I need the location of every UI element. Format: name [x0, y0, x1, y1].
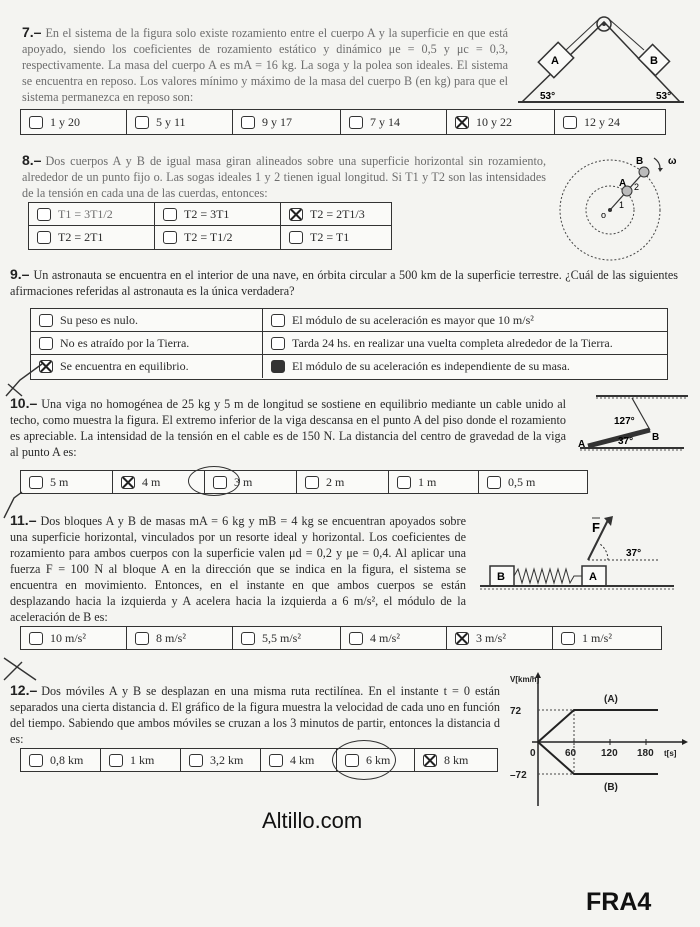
- q10-option[interactable]: 0,5 m: [479, 471, 585, 493]
- q8-options: [28, 202, 392, 250]
- question-text: Dos móviles A y B se desplazan en una misma ruta rectilínea. En el instante t = 0 están separados una cierta distancia d. El gráfico de la figura muestra la velocidad de cada uno en función del tiempo. Sabiendo que ambos móviles se cruzan a los 3 minutos de partir, entonces la distancia d es:: [10, 684, 500, 746]
- x-axis-arrow: [682, 739, 688, 745]
- q8-option[interactable]: T2 = 3T1: [155, 203, 281, 225]
- checkbox[interactable]: [37, 231, 51, 244]
- checkbox[interactable]: [271, 314, 285, 327]
- q7-option[interactable]: 7 y 14: [341, 110, 447, 134]
- checkbox[interactable]: [561, 632, 575, 645]
- q10-option[interactable]: 2 m: [297, 471, 389, 493]
- question-number: 9.–: [10, 266, 30, 282]
- checkbox[interactable]: [563, 116, 577, 129]
- velocity-time-chart: [508, 672, 688, 808]
- q8-option[interactable]: T1 = 3T1/2: [29, 203, 155, 225]
- checkbox[interactable]: [487, 476, 501, 489]
- angle-37-label: 37°: [626, 548, 642, 559]
- checked-checkbox[interactable]: [423, 754, 437, 767]
- angle-left-label: 53°: [540, 91, 556, 102]
- x-tick-label: 120: [601, 748, 618, 759]
- y-tick-label: 72: [510, 706, 522, 717]
- rope-1-label: 1: [619, 200, 625, 210]
- checkbox[interactable]: [305, 476, 319, 489]
- block-a-label: A: [551, 55, 559, 67]
- q10-option[interactable]: 3 m: [205, 471, 297, 493]
- question-text: Una viga no homogénea de 25 kg y 5 m de longitud se sostiene en equilibrio mediante un cable unido al techo, como muestra la figura. El extremo inferior de la viga descansa en el punto A del piso donde el rozamiento es apreciable. La intensidad de la tensión en el cable es de 150 N. La distancia del centro de gravedad de la viga al punto A es:: [10, 397, 566, 459]
- q9-option-crossed[interactable]: Se encuentra en equilibrio.: [31, 355, 263, 378]
- checkbox[interactable]: [397, 476, 411, 489]
- checkbox[interactable]: [163, 231, 177, 244]
- q7-option[interactable]: 9 y 17: [233, 110, 341, 134]
- series-label-b: (B): [604, 782, 618, 793]
- q11-option[interactable]: 1 m/s²: [553, 627, 659, 649]
- q10-option[interactable]: 5 m: [21, 471, 113, 493]
- q9-options: [30, 308, 668, 380]
- q10-options: [20, 470, 588, 494]
- pen-circle-mark: [188, 466, 240, 496]
- checked-checkbox[interactable]: [121, 476, 135, 489]
- q11-option[interactable]: 10 m/s²: [21, 627, 127, 649]
- filled-checkbox[interactable]: [271, 360, 285, 373]
- rotating-masses-figure: [550, 148, 688, 268]
- beam-cable-figure: [566, 392, 690, 454]
- q8-option-selected[interactable]: T2 = 2T1/3: [281, 203, 389, 225]
- exam-code: FRA4: [586, 888, 652, 916]
- y-axis-label: V[km/h]: [510, 675, 540, 684]
- checkbox[interactable]: [29, 116, 43, 129]
- question-number: 10.–: [10, 395, 38, 411]
- rope-2-label: 2: [634, 182, 640, 192]
- block-b-label: B: [497, 571, 505, 583]
- question-11: [10, 512, 466, 625]
- question-text: Dos bloques A y B de masas mA = 6 kg y mB = 4 kg se encuentran apoyados sobre una superficie horizontal, vinculados por un resorte ideal y horizontal. Los coeficientes de rozamiento para ambos cuerpos con la superficie valen μd = 0,2 y μe = 0,4. Al aplicar una fuerza F = 100 N al bloque A en la dirección que se indica en la figura, el sistema se encuentra en movimiento. Entonces, en el instante en que ambos cuerpos se están desplazando hacia la izquierda y A acelera hacia la izquierda a 6 m/s², el módulo de la aceleración de B es:: [10, 514, 466, 624]
- question-number: 7.–: [22, 24, 42, 40]
- checked-checkbox[interactable]: [455, 116, 469, 129]
- omega-label: ω: [668, 156, 677, 167]
- mass-a-label: A: [619, 178, 627, 189]
- q9-option-marked[interactable]: El módulo de su aceleración es independiente de su masa.: [263, 355, 665, 378]
- checkbox[interactable]: [163, 208, 177, 221]
- point-a-label: A: [578, 439, 586, 450]
- incline-pulley-figure: [518, 16, 684, 106]
- q10-option[interactable]: 1 m: [389, 471, 479, 493]
- q9-option[interactable]: El módulo de su aceleración es mayor que 10 m/s²: [263, 309, 665, 331]
- x-tick-label: 60: [565, 748, 577, 759]
- q11-option[interactable]: 8 m/s²: [127, 627, 233, 649]
- q7-option[interactable]: 12 y 24: [555, 110, 663, 134]
- checkbox[interactable]: [109, 754, 123, 767]
- q12-options: [20, 748, 498, 772]
- checkbox[interactable]: [39, 314, 53, 327]
- checkbox[interactable]: [135, 116, 149, 129]
- angle-37-label: 37°: [618, 436, 634, 447]
- question-10: [10, 395, 566, 460]
- site-watermark: Altillo.com: [262, 808, 363, 833]
- question-9: [10, 266, 678, 299]
- checkbox[interactable]: [241, 632, 255, 645]
- q11-options: [20, 626, 662, 650]
- q8-option[interactable]: T2 = 2T1: [29, 226, 155, 249]
- q12-option[interactable]: 3,2 km: [181, 749, 261, 771]
- question-text: Dos cuerpos A y B de igual masa giran alineados sobre una superficie horizontal sin rozamiento, alrededor de un punto fijo o. Las sogas ideales 1 y 2 tienen igual longitud. Si T1 y T2 son las intensidades de la tensión en cada una de las cuerdas, entonces:: [22, 154, 546, 200]
- question-8: [22, 152, 546, 201]
- block-b-label: B: [650, 55, 658, 67]
- checkbox[interactable]: [29, 632, 43, 645]
- checkbox[interactable]: [135, 632, 149, 645]
- mass-b-label: B: [636, 156, 644, 167]
- q11-option[interactable]: 4 m/s²: [341, 627, 447, 649]
- angle-127-label: 127°: [614, 416, 635, 427]
- point-b-label: B: [652, 432, 660, 443]
- force-f-label: F: [592, 520, 600, 535]
- q8-option[interactable]: T2 = T1/2: [155, 226, 281, 249]
- y-tick-label: –72: [510, 770, 527, 781]
- q7-option[interactable]: 1 y 20: [21, 110, 127, 134]
- q11-option-selected[interactable]: 3 m/s²: [447, 627, 553, 649]
- series-label-a: (A): [604, 694, 618, 705]
- pen-circle-mark: [332, 740, 396, 780]
- q11-option[interactable]: 5,5 m/s²: [233, 627, 341, 649]
- checkbox[interactable]: [29, 476, 43, 489]
- question-number: 11.–: [10, 512, 37, 528]
- checkbox[interactable]: [349, 632, 363, 645]
- checkbox[interactable]: [39, 337, 53, 350]
- q12-option[interactable]: 6 km: [337, 749, 415, 771]
- question-text: En el sistema de la figura solo existe rozamiento entre el cuerpo A y la superficie en que está apoyado, siendo los coeficientes de rozamiento estático y dinámico μe = 0,5 y μc = 0,3, respectivamente. La masa del cuerpo A es mA = 16 kg. La soga y la polea son ideales. El sistema se encuentra en reposo. Los valores mínimo y máximo de la masa del cuerpo B (en kg) para que el sistema permanezca en reposo son:: [22, 26, 508, 104]
- q7-option[interactable]: 5 y 11: [127, 110, 233, 134]
- x-axis-label: t[s]: [664, 749, 677, 758]
- q12-option[interactable]: 0,8 km: [21, 749, 101, 771]
- pen-cross-mark: [2, 656, 38, 682]
- blocks-spring-figure: [478, 514, 688, 598]
- x-tick-label: 180: [637, 748, 654, 759]
- question-7: [22, 24, 508, 105]
- q7-option-selected[interactable]: 10 y 22: [447, 110, 555, 134]
- checked-checkbox[interactable]: [289, 208, 303, 221]
- q10-option-selected[interactable]: 4 m: [113, 471, 205, 493]
- q8-option[interactable]: T2 = T1: [281, 226, 389, 249]
- series-line-a: [538, 710, 658, 742]
- checkbox[interactable]: [29, 754, 43, 767]
- question-12: [10, 682, 500, 747]
- checkbox[interactable]: [289, 231, 303, 244]
- angle-right-label: 53°: [656, 91, 672, 102]
- q9-option[interactable]: Tarda 24 hs. en realizar una vuelta completa alrededor de la Tierra.: [263, 332, 665, 354]
- checkbox[interactable]: [37, 208, 51, 221]
- q7-options: [20, 109, 666, 135]
- question-text: Un astronauta se encuentra en el interior de una nave, en órbita circular a 500 km de la superficie terrestre. ¿Cuál de las siguientes afirmaciones referidas al astronauta es la única verdadera?: [10, 268, 678, 298]
- question-number: 12.–: [10, 682, 38, 698]
- checkbox[interactable]: [241, 116, 255, 129]
- block-a-label: A: [589, 571, 597, 583]
- q12-option[interactable]: 4 km: [261, 749, 337, 771]
- checkbox[interactable]: [269, 754, 283, 767]
- q9-option[interactable]: No es atraído por la Tierra.: [31, 332, 263, 354]
- checkbox[interactable]: [189, 754, 203, 767]
- q12-option[interactable]: 1 km: [101, 749, 181, 771]
- q9-option[interactable]: Su peso es nulo.: [31, 309, 263, 331]
- checkbox[interactable]: [271, 337, 285, 350]
- point-o-label: o: [601, 210, 607, 220]
- checked-checkbox[interactable]: [455, 632, 469, 645]
- checkbox[interactable]: [349, 116, 363, 129]
- x-tick-label: 0: [530, 748, 536, 759]
- pen-tick-mark: [4, 362, 44, 398]
- question-number: 8.–: [22, 152, 42, 168]
- q12-option-selected[interactable]: 8 km: [415, 749, 495, 771]
